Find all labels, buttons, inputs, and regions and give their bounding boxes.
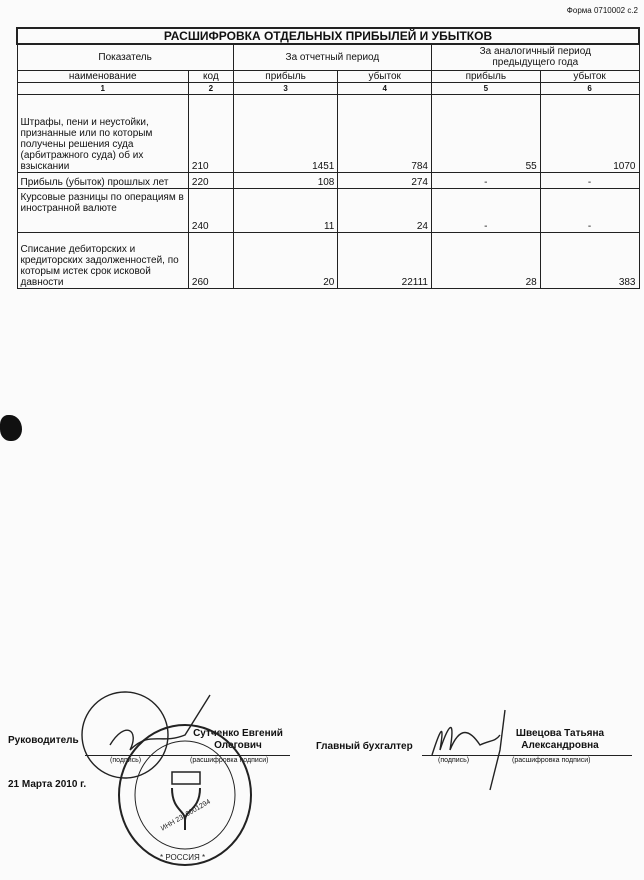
prev-loss: 383	[540, 232, 639, 288]
cur-profit: 108	[233, 172, 338, 188]
header-previous-period: За аналогичный период предыдущего года	[432, 44, 640, 70]
ink-blot	[0, 415, 22, 441]
prev-profit: -	[432, 188, 541, 232]
cur-profit: 1451	[233, 94, 338, 172]
col-num: 4	[338, 82, 432, 94]
header-code: код	[188, 70, 233, 82]
table-row	[17, 188, 639, 232]
prev-loss: 1070	[540, 94, 639, 172]
cur-loss: 24	[338, 188, 432, 232]
row-code: 260	[188, 232, 233, 288]
accountant-signature-caption: (подпись)	[438, 757, 470, 764]
accountant-decode-caption: (расшифровка подписи)	[512, 757, 591, 764]
cur-profit: 11	[233, 188, 338, 232]
prev-profit: 55	[432, 94, 541, 172]
col-num: 2	[188, 82, 233, 94]
form-code: Форма 0710002 с.2	[566, 6, 638, 15]
table-title: РАСШИФРОВКА ОТДЕЛЬНЫХ ПРИБЫЛЕЙ И УБЫТКОВ	[17, 28, 639, 44]
cur-loss: 274	[338, 172, 432, 188]
prev-loss: -	[540, 188, 639, 232]
table-row	[17, 232, 639, 288]
head-signature-icon	[82, 692, 210, 778]
header-name: наименование	[17, 70, 188, 82]
document-date: 21 Марта 2010 г.	[8, 779, 87, 790]
row-name: Прибыль (убыток) прошлых лет	[17, 172, 188, 188]
col-num: 6	[540, 82, 639, 94]
accountant-label: Главный бухгалтер	[316, 741, 413, 752]
row-code: 210	[188, 94, 233, 172]
prev-loss: -	[540, 172, 639, 188]
company-stamp-icon	[119, 725, 251, 865]
svg-text:ИНН 2310001294: ИНН 2310001294	[159, 798, 212, 833]
profit-loss-table	[16, 27, 640, 289]
table-row	[17, 94, 639, 172]
row-name: Курсовые разницы по операциям в иностранной валюте	[17, 188, 188, 232]
cur-profit: 20	[233, 232, 338, 288]
col-num: 3	[233, 82, 338, 94]
row-code: 240	[188, 188, 233, 232]
header-cur-profit: прибыль	[233, 70, 338, 82]
col-num: 5	[432, 82, 541, 94]
svg-text:* РОССИЯ *: * РОССИЯ *	[160, 853, 206, 862]
head-signature-caption: (подпись)	[110, 757, 142, 764]
row-name: Списание дебиторских и кредиторских задолженностей, по которым истек срок исковой давности	[17, 232, 188, 288]
header-indicator: Показатель	[17, 44, 233, 70]
prev-profit: -	[432, 172, 541, 188]
head-decode-caption: (расшифровка подписи)	[190, 757, 269, 764]
header-cur-loss: убыток	[338, 70, 432, 82]
col-num: 1	[17, 82, 188, 94]
header-prev-loss: убыток	[540, 70, 639, 82]
head-name: Сутченко Евгений Олегович	[193, 728, 283, 751]
row-code: 220	[188, 172, 233, 188]
cur-loss: 22111	[338, 232, 432, 288]
prev-profit: 28	[432, 232, 541, 288]
accountant-signature-icon	[432, 710, 505, 790]
signatures-and-stamp	[0, 690, 644, 880]
accountant-name: Швецова Татьяна Александровна	[515, 728, 605, 751]
table-row	[17, 172, 639, 188]
head-label: Руководитель	[8, 735, 79, 746]
cur-loss: 784	[338, 94, 432, 172]
header-prev-profit: прибыль	[432, 70, 541, 82]
header-current-period: За отчетный период	[233, 44, 431, 70]
row-name: Штрафы, пени и неустойки, признанные или по которым получены решения суда (арбитражного суда) об их взыскании	[17, 94, 188, 172]
